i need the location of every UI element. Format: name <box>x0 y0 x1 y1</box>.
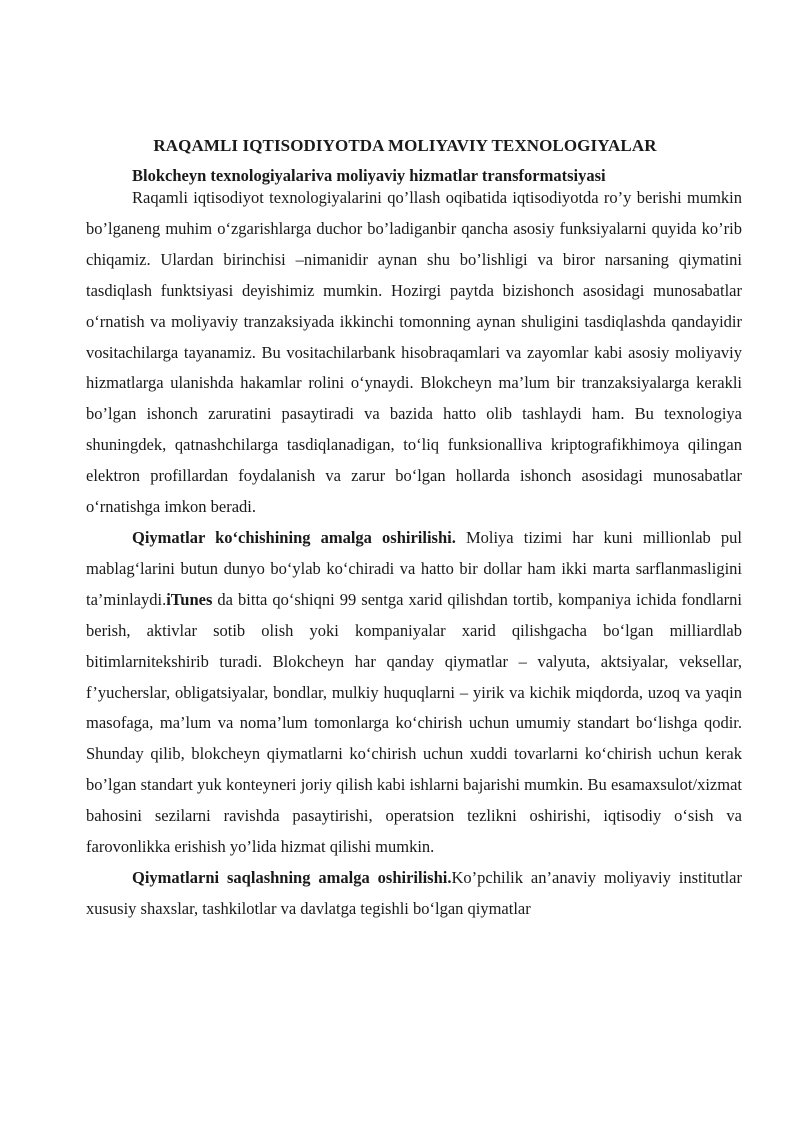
paragraph-identity <box>86 183 742 523</box>
paragraph-text: Raqamli iqtisodiyot texnologiyalarini qo’llash oqibatida iqtisodiyotda ro’y berishi mumkin bo’lganeng muhim o‘zgarishlarga duchor bo’ladiganbir qancha asosiy funksiyalarni quyida ko’rib chiqamiz. Ulardan birinchisi –nimanidir aynan shu bo’lishligi va biror narsaning qiymatini tasdiqlash funktsiyasi deyishimiz mumkin. Hozirgi paytda bizishonch asosidagi munosabatlar o‘rnatish va moliyaviy tranzaksiyada ikkinchi tomonning aynan shuligini tasdiqlashda qandayidir vositachilarga tayanamiz. Bu vositachilarbank hisobraqamlari va zayomlar kabi asosiy moliyaviy hizmatlarga ulanishda hakamlar rolini o‘ynaydi. Blokcheyn ma’lum bir tranzaksiyalarga kerakli bo’lgan ishonch zaruratini pasaytiradi va bazida hatto olib tashlaydi ham. Bu texnologiya shuningdek, qatnashchilarga tasdiqlanadigan, to‘liq funksionalliva kriptografikhimoya qilingan elektron profillardan foydalanish va zarur bo‘lgan hollarda ishonch asosidagi munosabatlar o‘rnatishga imkon beradi. <box>86 188 742 517</box>
document-page <box>86 133 742 925</box>
paragraph-value-transfer <box>86 523 742 863</box>
paragraph-lead: Qiymatlar ko‘chishining amalga oshirilishi. <box>132 527 456 547</box>
section-subtitle: Blokcheyn texnologiyalariva moliyaviy hizmatlar transformatsiyasi <box>132 166 606 185</box>
paragraph-value-storage <box>86 863 742 925</box>
paragraph-text: Ko’pchilik an’anaviy moliyaviy institutlar xususiy shaxslar, tashkilotlar va davlatga tegishli bo‘lgan qiymatlar <box>86 867 742 918</box>
paragraph-text: Moliya tizimi har kuni millionlab pul mablag‘larini butun dunyo bo‘ylab ko‘chiradi va hatto bir dollar ham ikki marta sarflanmasligini ta’minlaydi. <box>86 527 742 609</box>
paragraph-lead: Qiymatlarni saqlashning amalga oshirilishi. <box>132 867 452 887</box>
document-title: RAQAMLI IQTISODIYOTDA MOLIYAVIY TEXNOLOGIYALAR <box>153 136 657 155</box>
paragraph-text: da bitta qo‘shiqni 99 sentga xarid qilishdan tortib, kompaniya ichida fondlarni berish, aktivlar sotib olish yoki kompaniyalar xarid qilishgacha bo‘lgan milliardlab bitimlarnitekshirib turadi. Blokcheyn har qanday qiymatlar – valyuta, aktsiyalar, veksellar, f’yucherslar, obligatsiyalar, bondlar, mulkiy huquqlarni – yirik va kichik miqdorda, uzoq va yaqin masofaga, ma’lum va noma’lum tomonlarga ko‘chirish uchun umumiy standart bo‘lishga qodir. Shunday qilib, blokcheyn qiymatlarni ko‘chirish uchun xuddi tovarlarni ko‘chirish uchun kerak bo’lgan standart yuk konteyneri joriy qilish kabi ishlarni bajarishi mumkin. Bu esamaxsulot/xizmat bahosini sezilarni ravishda pasaytirishi, operatsion tezlikni oshirishi, iqtisodiy o‘sish va farovonlikka erishish yo’lida hizmat qilishi mumkin. <box>86 589 742 857</box>
bold-term: iTunes <box>166 589 213 609</box>
